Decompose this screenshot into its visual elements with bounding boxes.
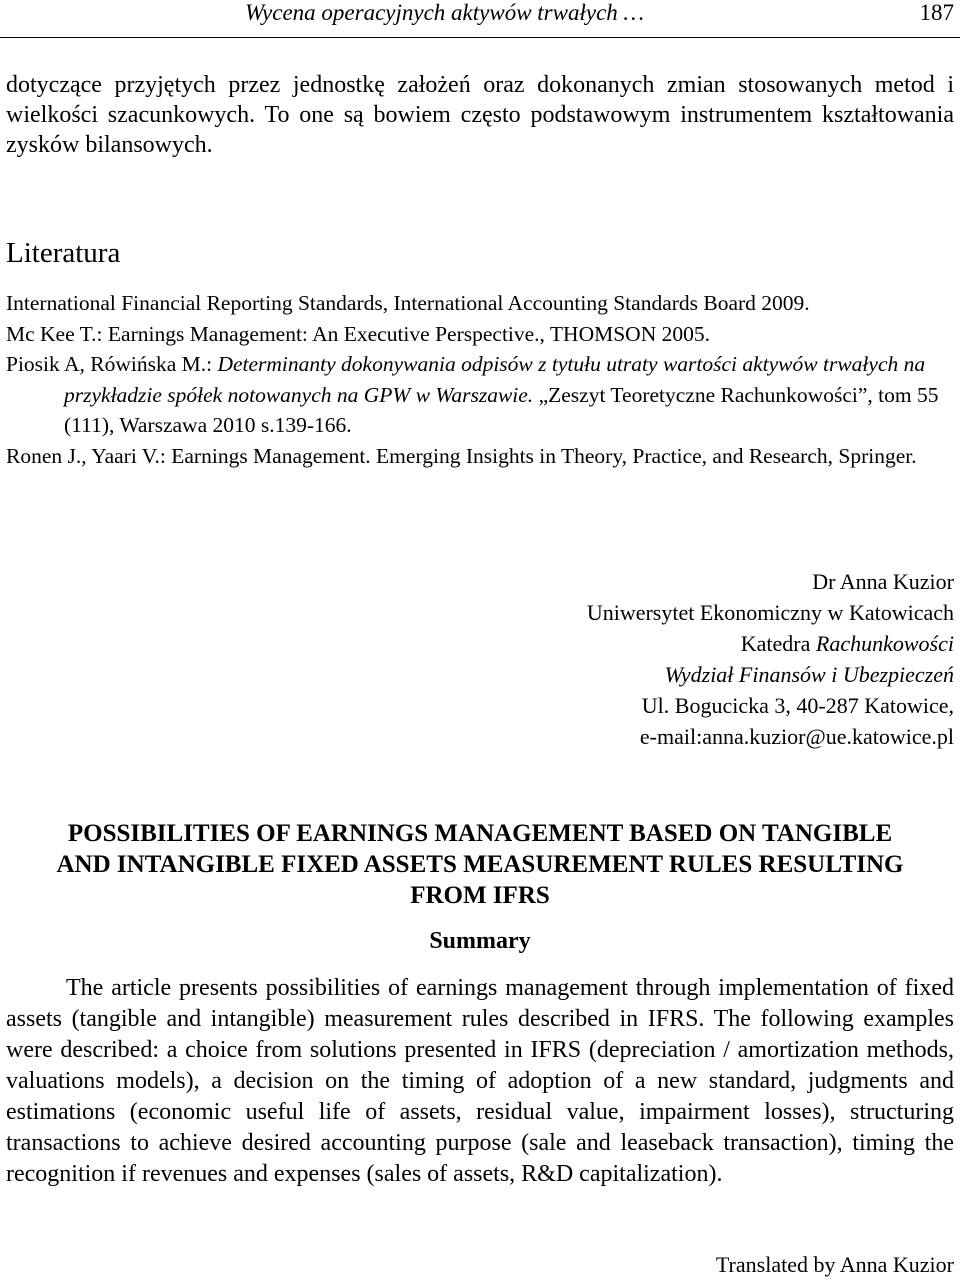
- literature-heading: Literatura: [6, 237, 121, 269]
- page-number: 187: [919, 0, 954, 25]
- reference-list: [6, 288, 954, 471]
- reference-item: [6, 349, 954, 441]
- english-title-line: AND INTANGIBLE FIXED ASSETS MEASUREMENT RULES RESULTING: [56, 851, 904, 878]
- reference-item: Mc Kee T.: Earnings Management: An Executive Perspective., THOMSON 2005.: [6, 321, 710, 346]
- author-department: [587, 628, 954, 659]
- reference-item: Ronen J., Yaari V.: Earnings Management. Emerging Insights in Theory, Practice, and Research, Springer.: [6, 443, 917, 468]
- author-address: Ul. Bogucicka 3, 40-287 Katowice,: [641, 693, 954, 718]
- reference-item: International Financial Reporting Standards, International Accounting Standards Board 2009.: [6, 291, 810, 315]
- running-header: [0, 0, 960, 38]
- english-title-line: FROM IFRS: [410, 882, 550, 909]
- summary-text: The article presents possibilities of earnings management through implementation of fixed assets (tangible and intangible) measurement rules described in IFRS. The following examples were described: a choice from solutions presented in IFRS (depreciation / amortization methods, valuations models), a decision on the timing of adoption of a new standard, judgments and estimations (economic useful life of assets, residual value, impairment losses), structuring transactions to achieve desired accounting purpose (sale and leaseback transaction), timing the recognition if revenues and expenses (sales of assets, R&D capitalization).: [6, 975, 954, 1187]
- author-name: Dr Anna Kuzior: [812, 569, 954, 594]
- author-affiliation: [587, 566, 954, 752]
- translated-by: Translated by Anna Kuzior: [715, 1252, 954, 1277]
- running-title: Wycena operacyjnych aktywów trwałych …: [245, 0, 644, 25]
- department-prefix: Katedra: [740, 631, 816, 656]
- english-title-line: POSSIBILITIES OF EARNINGS MANAGEMENT BASED ON TANGIBLE: [67, 820, 893, 847]
- reference-title: Determinanty dokonywania odpisów z tytułu utraty wartości aktywów trwałych na przykładzie spółek notowanych na GPW w Warszawie.: [64, 352, 926, 407]
- author-faculty: Wydział Finansów i Ubezpieczeń: [664, 662, 954, 687]
- reference-author: Piosik A, Rówińska M.:: [6, 352, 218, 376]
- intro-paragraph: dotyczące przyjętych przez jednostkę założeń oraz dokonanych zmian stosowanych metod i wielkości szacunkowych. To one są bowiem często podstawowym instrumentem kształtowania zysków bilansowych.: [6, 72, 954, 158]
- author-email: e-mail:anna.kuzior@ue.katowice.pl: [639, 724, 954, 749]
- english-title: [0, 818, 960, 911]
- reference-source: „Zeszyt Teoretyczne Rachunkowości”, tom 55 (111), Warszawa 2010 s.139-166.: [64, 382, 939, 437]
- department-name: Rachunkowości: [815, 631, 954, 656]
- summary-heading: Summary: [429, 928, 531, 954]
- author-university: Uniwersytet Ekonomiczny w Katowicach: [586, 600, 954, 625]
